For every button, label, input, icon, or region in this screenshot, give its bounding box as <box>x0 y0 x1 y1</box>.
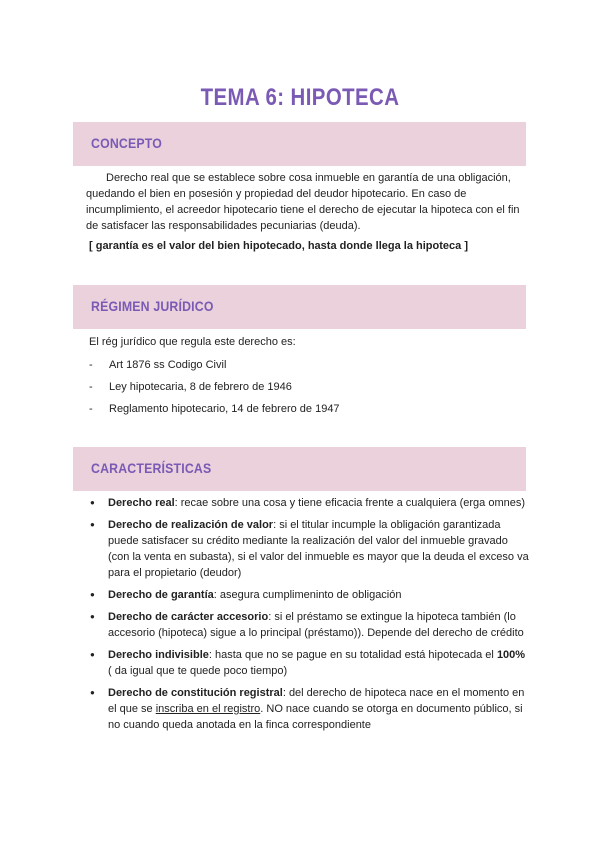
list-item <box>90 609 530 641</box>
section-header-concepto <box>73 122 526 166</box>
description: : si el préstamo se extingue la hipoteca también (lo accesorio (hipoteca) sigue a lo principal (préstamo)). Depende del derecho de crédito <box>108 611 524 639</box>
term: Derecho de garantía <box>108 589 214 601</box>
regimen-list <box>89 357 340 423</box>
section-heading: CONCEPTO <box>91 135 163 151</box>
concepto-paragraph: Derecho real que se establece sobre cosa inmueble en garantía de una obligación, quedando el bien en posesión y propiedad del deudor hipotecario. En caso de incumplimiento, el acreedor hipotecario tiene el derecho de ejecutar la hipoteca con el fin de satisfacer las responsabilidades pecuniarias (deuda). <box>86 172 520 232</box>
description: : hasta que no se pague en su totalidad está hipotecada el <box>208 649 497 661</box>
section-heading: RÉGIMEN JURÍDICO <box>91 298 214 314</box>
term: Derecho real <box>108 497 175 509</box>
term: Derecho indivisible <box>108 649 209 661</box>
section-header-regimen <box>73 285 526 329</box>
regimen-intro: El rég jurídico que regula este derecho es: <box>89 336 296 348</box>
description: : asegura cumplimeninto de obligación <box>213 589 402 601</box>
list-item: - Reglamento hipotecario, 14 de febrero de 1947 <box>89 401 340 423</box>
list-item: - Art 1876 ss Codigo Civil <box>89 357 340 379</box>
term: Derecho de realización de valor <box>108 519 274 531</box>
underlined-text: inscriba en el registro <box>155 703 261 715</box>
list-item <box>90 495 530 511</box>
list-item: - Ley hipotecaria, 8 de febrero de 1946 <box>89 379 340 401</box>
strong-value: 100% <box>496 649 526 661</box>
section-heading: CARACTERÍSTICAS <box>91 460 212 476</box>
section-header-caracteristicas <box>73 447 526 491</box>
description: : recae sobre una cosa y tiene eficacia frente a cualquiera (erga omnes) <box>174 497 526 509</box>
list-item <box>90 685 530 733</box>
caracteristicas-list <box>90 495 530 739</box>
concepto-note: [ garantía es el valor del bien hipotecado, hasta donde llega la hipoteca ] <box>89 240 468 252</box>
list-item <box>90 517 530 581</box>
term: Derecho de carácter accesorio <box>108 611 269 623</box>
description-cont: ( da igual que te quede poco tiempo) <box>108 665 288 677</box>
term: Derecho de constitución registral <box>108 687 283 699</box>
page-title: TEMA 6: HIPOTECA <box>200 84 400 111</box>
description-cont: . NO nace cuando se otorga en documento público, si no cuando queda anotada en la finca correspondiente <box>108 703 523 731</box>
list-item <box>90 587 530 603</box>
description: : si el titular incumple la obligación garantizada puede satisfacer su crédito mediante la realización del valor del inmueble gravado (con la venta en subasta), si el valor del inmueble es mayor que la deuda el exceso va para el propietario (deudor) <box>108 519 529 579</box>
list-item <box>90 647 530 679</box>
description: : del derecho de hipoteca nace en el momento en el que se <box>108 687 525 715</box>
